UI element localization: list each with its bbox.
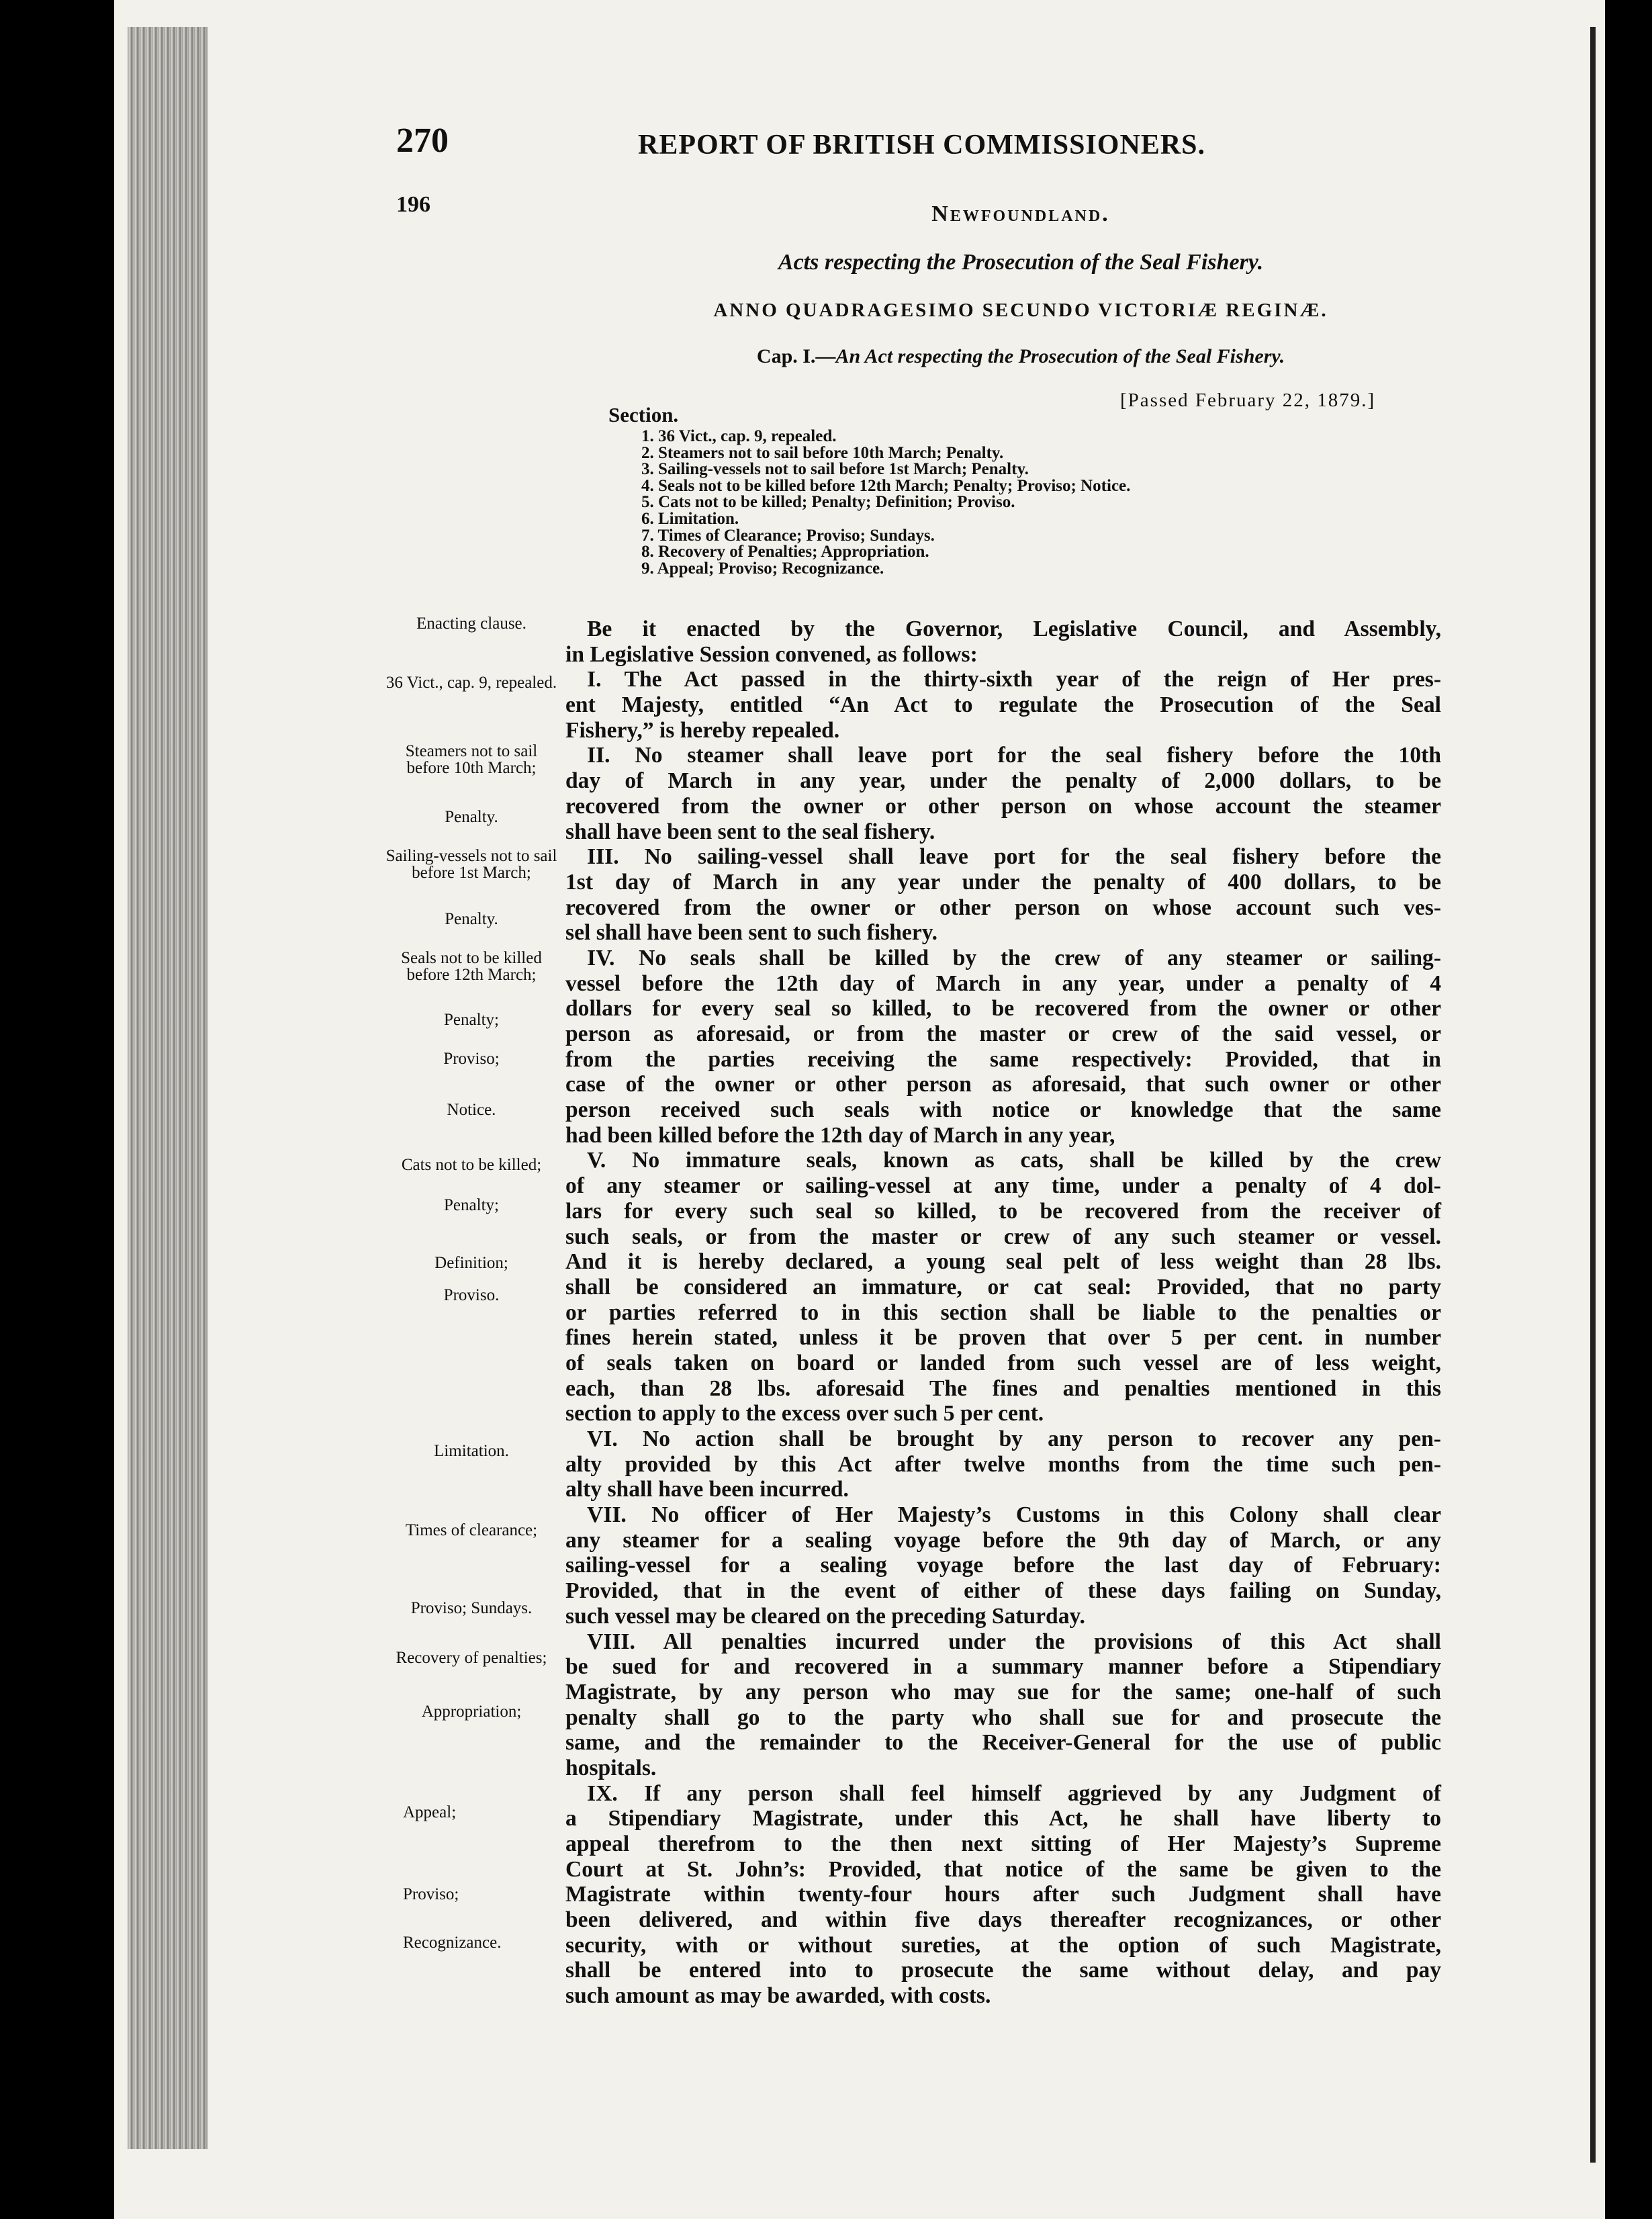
body-line: in Legislative Session convened, as follows: (565, 641, 978, 667)
margin-note-definition: Definition; (434, 1254, 508, 1272)
body-line: recovered from the owner or other person on whose account the steamer (565, 793, 1441, 819)
running-head: REPORT OF BRITISH COMMISSIONERS. (638, 130, 1206, 161)
body-line: penalty shall go to the party who shall sue for and prosecute the (565, 1705, 1441, 1730)
margin-note-penalty: Penalty. (445, 910, 498, 928)
margin-note-limitation: Limitation. (434, 1442, 509, 1460)
toc-item: 5. Cats not to be killed; Penalty; Definition; Proviso. (641, 493, 1015, 512)
body-line: such amount as may be awarded, with costs. (565, 1983, 991, 2009)
toc-item: 8. Recovery of Penalties; Appropriation. (641, 543, 929, 561)
body-line: such seals, or from the master or crew of any such steamer or vessel. (565, 1224, 1441, 1249)
body-line: of seals taken on board or landed from such vessel are of less weight, (565, 1350, 1441, 1375)
margin-note-recognizance: Recognizance. (403, 1934, 502, 1952)
body-line: Provided, that in the event of either of these days failing on Sunday, (565, 1578, 1441, 1604)
body-line: Be it enacted by the Governor, Legislative Council, and Assembly, (587, 617, 1441, 641)
toc-item: 9. Appeal; Proviso; Recognizance. (641, 559, 884, 578)
body-line: from the parties receiving the same respectively: Provided, that in (565, 1046, 1441, 1072)
document-number: 196 (396, 192, 430, 217)
body-line: appeal therefrom to the then next sitting of Her Majesty’s Supreme (565, 1831, 1441, 1856)
body-line: Fishery,” is hereby repealed. (565, 717, 840, 743)
margin-note-recovery: Recovery of penalties; (396, 1649, 547, 1667)
section-list (641, 428, 1130, 577)
chapter-prefix: Cap. I.— (756, 345, 836, 367)
body-line: Magistrate, by any person who may sue for the same; one-half of such (565, 1679, 1441, 1705)
body-line: shall be considered an immature, or cat seal: Provided, that no party (565, 1274, 1441, 1300)
body-line: Court at St. John’s: Provided, that notice of the same be given to the (565, 1856, 1441, 1882)
body-line: each, than 28 lbs. aforesaid The fines and penalties mentioned in this (565, 1375, 1441, 1401)
page-number: 270 (396, 122, 449, 160)
body-line: any steamer for a sealing voyage before the 9th day of March, or any (565, 1527, 1441, 1553)
margin-note-proviso: Proviso; (403, 1885, 459, 1903)
body-line: II. No steamer shall leave port for the seal fishery before the 10th (587, 743, 1441, 768)
margin-note-proviso-sundays: Proviso; Sundays. (410, 1599, 533, 1617)
body-line: of any steamer or sailing-vessel at any time, under a penalty of 4 dol- (565, 1173, 1441, 1199)
body-line: vessel before the 12th day of March in any year, under a penalty of 4 (565, 970, 1441, 996)
country-heading: Newfoundland. (931, 201, 1110, 226)
body-line: day of March in any year, under the penalty of 2,000 dollars, to be (565, 768, 1441, 794)
passed-date: [Passed February 22, 1879.] (1120, 390, 1376, 411)
body-line: had been killed before the 12th day of March in any year, (565, 1122, 1115, 1148)
body-line: shall have been sent to the seal fishery. (565, 819, 935, 844)
body-line: I. The Act passed in the thirty-sixth year of the reign of Her pres- (587, 667, 1441, 692)
margin-note-steamers: Steamers not to sail before 10th March; (405, 742, 538, 777)
body-line: or parties referred to in this section shall be liable to the penalties or (565, 1300, 1441, 1325)
chapter-name: An Act respecting the Prosecution of the Seal Fishery. (835, 345, 1285, 367)
body-line: section to apply to the excess over such 5 per cent. (565, 1401, 1044, 1426)
body-line: been delivered, and within five days thereafter recognizances, or other (565, 1907, 1441, 1933)
body-line: security, with or without sureties, at the option of such Magistrate, (565, 1932, 1441, 1958)
toc-label: Section. (608, 403, 679, 426)
toc-item: 4. Seals not to be killed before 12th March; Penalty; Proviso; Notice. (641, 476, 1131, 495)
margin-note-proviso: Proviso; (443, 1050, 500, 1068)
page-stack-edge (128, 27, 208, 2149)
body-line: fines herein stated, unless it be proven that over 5 per cent. in number (565, 1325, 1441, 1351)
body-line: be sued for and recovered in a summary manner before a Stipendiary (565, 1654, 1441, 1680)
toc-item: 6. Limitation. (641, 509, 739, 528)
body-line: sailing-vessel for a sealing voyage before the last day of February: (565, 1553, 1441, 1578)
body-line: lars for every such seal so killed, to be recovered from the receiver of (565, 1198, 1441, 1224)
body-line: IV. No seals shall be killed by the crew of any steamer or sailing- (587, 945, 1441, 970)
margin-note-seals: Seals not to be killed before 12th March; (401, 949, 542, 984)
act-body (565, 617, 1441, 2009)
chapter-title (571, 345, 1471, 368)
facing-page-edge (1590, 27, 1596, 2163)
toc-item: 7. Times of Clearance; Proviso; Sundays. (641, 526, 935, 545)
acts-title: Acts respecting the Prosecution of the Seal Fishery. (778, 250, 1264, 275)
body-line: And it is hereby declared, a young seal pelt of less weight than 28 lbs. (565, 1249, 1441, 1275)
body-line: dollars for every seal so killed, to be recovered from the owner or other (565, 996, 1441, 1022)
margin-note-cats: Cats not to be killed; (401, 1156, 542, 1174)
regnal-year-heading: ANNO QUADRAGESIMO SECUNDO VICTORIÆ REGINÆ. (713, 300, 1328, 321)
body-line: VII. No officer of Her Majesty’s Customs in this Colony shall clear (587, 1502, 1441, 1528)
margin-note-penalty: Penalty; (444, 1196, 499, 1214)
page-header (396, 121, 1430, 175)
margin-note-notice: Notice. (447, 1101, 496, 1119)
toc-item: 1. 36 Vict., cap. 9, repealed. (641, 427, 837, 445)
body-line: hospitals. (565, 1755, 657, 1780)
margin-note-appropriation: Appropriation; (421, 1703, 522, 1721)
toc-item: 3. Sailing-vessels not to sail before 1st March; Penalty. (641, 460, 1029, 479)
body-line: alty shall have been incurred. (565, 1477, 849, 1502)
margin-note-enacting: Enacting clause. (416, 615, 526, 633)
body-line: VI. No action shall be brought by any person to recover any pen- (587, 1426, 1441, 1451)
margin-note-repealed: 36 Vict., cap. 9, repealed. (385, 674, 557, 692)
body-line: recovered from the owner or other person on whose account such ves- (565, 895, 1441, 920)
body-line: case of the owner or other person as aforesaid, that such owner or other (565, 1072, 1441, 1097)
margin-note-penalty: Penalty; (444, 1011, 499, 1029)
margin-note-sailing-vessels: Sailing-vessels not to sail before 1st March; (385, 847, 557, 882)
body-line: V. No immature seals, known as cats, shall be killed by the crew (587, 1148, 1441, 1173)
body-line: same, and the remainder to the Receiver-General for the use of public (565, 1730, 1441, 1756)
margin-note-appeal: Appeal; (403, 1803, 457, 1821)
body-line: ent Majesty, entitled “An Act to regulate the Prosecution of the Seal (565, 692, 1441, 718)
toc-item: 2. Steamers not to sail before 10th March; Penalty. (641, 443, 1004, 462)
body-line: person received such seals with notice or knowledge that the same (565, 1097, 1441, 1123)
margin-note-times-of-clearance: Times of clearance; (405, 1521, 538, 1539)
margin-note-penalty: Penalty. (445, 808, 498, 826)
body-line: person as aforesaid, or from the master or crew of the said vessel, or (565, 1022, 1441, 1046)
body-line: III. No sailing-vessel shall leave port for the seal fishery before the (587, 844, 1441, 870)
margin-note-proviso: Proviso. (443, 1286, 500, 1304)
body-line: IX. If any person shall feel himself aggrieved by any Judgment of (587, 1780, 1441, 1806)
body-line: Magistrate within twenty-four hours after such Judgment shall have (565, 1882, 1441, 1907)
body-line: a Stipendiary Magistrate, under this Act, he shall have liberty to (565, 1806, 1441, 1831)
body-line: such vessel may be cleared on the preceding Saturday. (565, 1603, 1085, 1629)
body-line: VIII. All penalties incurred under the provisions of this Act shall (587, 1629, 1441, 1654)
body-line: 1st day of March in any year under the penalty of 400 dollars, to be (565, 869, 1441, 895)
body-line: sel shall have been sent to such fishery. (565, 920, 938, 946)
body-line: alty provided by this Act after twelve months from the time such pen- (565, 1451, 1441, 1477)
body-line: shall be entered into to prosecute the same without delay, and pay (565, 1958, 1441, 1983)
